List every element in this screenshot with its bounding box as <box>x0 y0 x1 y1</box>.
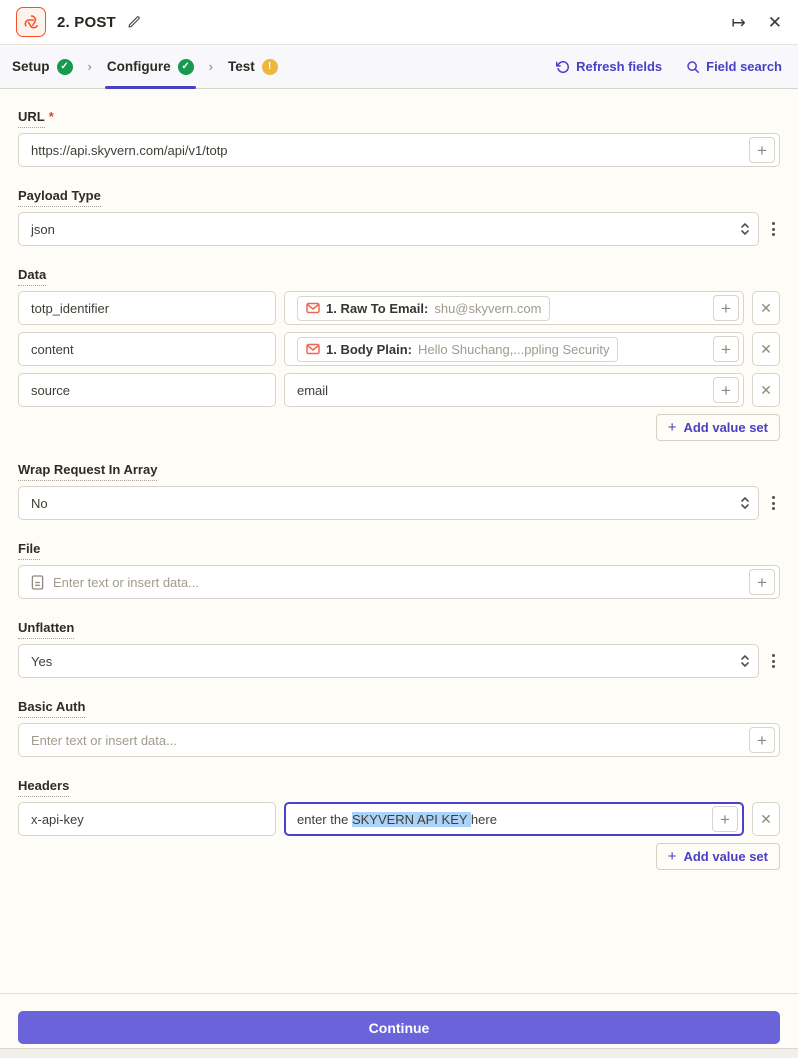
required-asterisk: * <box>48 109 54 124</box>
header-value-text: enter the SKYVERN API KEY here <box>297 811 497 827</box>
add-value-set-button[interactable]: + Add value set <box>656 843 780 870</box>
text-selection: SKYVERN API KEY <box>351 811 471 827</box>
data-row <box>18 373 780 407</box>
file-label: File <box>18 541 780 556</box>
chevron-separator-icon: › <box>208 59 213 74</box>
kebab-menu-icon[interactable] <box>766 212 780 246</box>
insert-data-button[interactable]: + <box>749 137 775 163</box>
window-controls <box>732 14 783 31</box>
data-value-input[interactable] <box>284 373 744 407</box>
token-value: shu@skyvern.com <box>434 300 542 316</box>
data-row <box>18 291 780 325</box>
basic-auth-input[interactable] <box>18 723 780 757</box>
webhook-glyph <box>22 13 41 32</box>
tab-setup-label: Setup <box>12 59 50 74</box>
tab-configure[interactable] <box>105 45 196 88</box>
page-background-strip <box>0 1048 798 1058</box>
select-chevron-icon <box>740 495 754 511</box>
data-label: Data <box>18 267 780 282</box>
remove-row-button[interactable]: ✕ <box>752 373 780 407</box>
remove-row-button[interactable]: ✕ <box>752 332 780 366</box>
header-key-value: x-api-key <box>31 811 84 827</box>
insert-data-button[interactable]: + <box>713 295 739 321</box>
insert-data-button[interactable]: + <box>749 727 775 753</box>
kebab-menu-icon[interactable] <box>766 486 780 520</box>
unflatten-label: Unflatten <box>18 620 780 635</box>
active-tab-underline <box>105 86 196 89</box>
unflatten-value: Yes <box>31 653 53 669</box>
insert-data-button[interactable]: + <box>749 569 775 595</box>
close-icon[interactable]: ✕ <box>767 12 782 32</box>
kebab-menu-icon[interactable] <box>766 644 780 678</box>
data-value-input[interactable] <box>284 332 744 366</box>
insert-data-button[interactable]: + <box>712 806 738 832</box>
tab-test-label: Test <box>227 59 255 74</box>
plus-icon: + <box>667 848 677 865</box>
token-label: 1. Body Plain: <box>326 341 412 357</box>
data-add-row <box>18 414 780 441</box>
chevron-separator-icon: › <box>87 59 92 74</box>
field-search-button[interactable] <box>686 59 782 74</box>
file-placeholder: Enter text or insert data... <box>53 574 199 590</box>
configure-form <box>0 89 798 993</box>
wrap-request-label: Wrap Request In Array <box>18 462 780 477</box>
field-search-label: Field search <box>706 59 782 74</box>
tab-configure-label: Configure <box>106 59 171 74</box>
payload-type-select[interactable] <box>18 212 759 246</box>
data-value-input[interactable] <box>284 291 744 325</box>
setup-check-icon: ✓ <box>57 59 73 75</box>
configure-check-icon: ✓ <box>178 59 194 75</box>
remove-row-button[interactable]: ✕ <box>752 802 780 836</box>
data-key-input[interactable] <box>18 373 276 407</box>
wrap-request-value: No <box>31 495 48 511</box>
headers-add-row <box>18 843 780 870</box>
webhook-app-icon <box>16 7 46 37</box>
remove-row-button[interactable]: ✕ <box>752 291 780 325</box>
footer <box>0 993 798 1048</box>
headers-row <box>18 802 780 836</box>
refresh-icon <box>556 60 570 74</box>
tab-test[interactable] <box>226 45 280 88</box>
token-label: 1. Raw To Email: <box>326 300 429 316</box>
data-row <box>18 332 780 366</box>
data-key-value: totp_identifier <box>31 300 110 316</box>
token-value: Hello Shuchang,...ppling Security <box>417 341 610 357</box>
data-key-input[interactable] <box>18 291 276 325</box>
title-group <box>16 7 141 37</box>
file-icon <box>31 575 44 590</box>
refresh-fields-label: Refresh fields <box>576 59 663 74</box>
email-icon <box>306 302 320 314</box>
test-warning-icon: ! <box>262 59 278 75</box>
headers-label: Headers <box>18 778 780 793</box>
title-bar <box>0 0 798 45</box>
continue-button[interactable]: Continue <box>18 1011 780 1044</box>
insert-data-button[interactable]: + <box>713 377 739 403</box>
select-chevron-icon <box>740 653 754 669</box>
basic-auth-placeholder: Enter text or insert data... <box>31 732 177 748</box>
tabs <box>10 45 280 88</box>
select-chevron-icon <box>740 221 754 237</box>
step-title: 2. POST <box>57 13 116 31</box>
unflatten-row <box>18 644 780 678</box>
mapped-field-token[interactable] <box>297 296 550 321</box>
payload-type-row <box>18 212 780 246</box>
data-key-value: source <box>31 382 71 398</box>
file-input[interactable] <box>18 565 780 599</box>
payload-type-label: Payload Type <box>18 188 780 203</box>
tab-setup[interactable] <box>10 45 75 88</box>
add-value-set-button[interactable]: + Add value set <box>656 414 780 441</box>
payload-type-value: json <box>31 221 55 237</box>
url-input[interactable] <box>18 133 780 167</box>
wrap-request-row <box>18 486 780 520</box>
url-label: URL * <box>18 109 780 124</box>
edit-title-icon[interactable] <box>127 15 141 29</box>
data-key-input[interactable] <box>18 332 276 366</box>
email-icon <box>306 343 320 355</box>
mapped-field-token[interactable] <box>297 337 618 362</box>
basic-auth-label: Basic Auth <box>18 699 780 714</box>
tab-actions <box>556 59 782 74</box>
step-tab-bar <box>0 45 798 89</box>
wrap-request-select[interactable] <box>18 486 759 520</box>
unflatten-select[interactable] <box>18 644 759 678</box>
insert-data-button[interactable]: + <box>713 336 739 362</box>
url-value: https://api.skyvern.com/api/v1/totp <box>31 142 228 158</box>
expand-panel-icon[interactable]: ↦ <box>731 12 746 32</box>
search-icon <box>686 60 700 74</box>
refresh-fields-button[interactable] <box>556 59 662 74</box>
header-value-input[interactable] <box>284 802 744 836</box>
data-value-text: email <box>297 382 329 398</box>
data-key-value: content <box>31 341 74 357</box>
header-key-input[interactable] <box>18 802 276 836</box>
plus-icon: + <box>667 419 677 436</box>
